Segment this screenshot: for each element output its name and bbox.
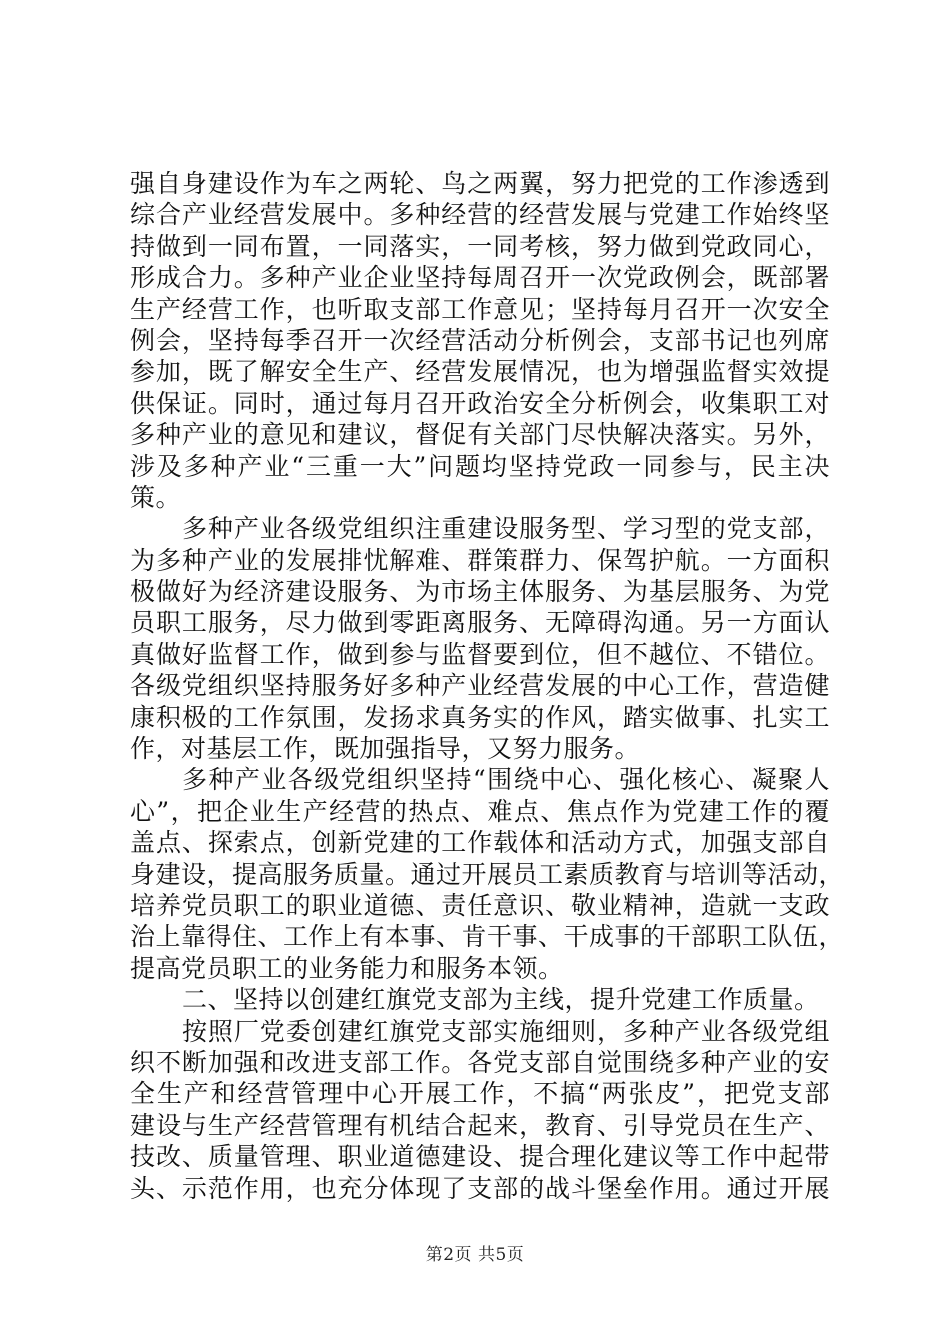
text-line: 多种产业的意见和建议，督促有关部门尽快解决落实。另外， — [130, 420, 830, 450]
text-line: 极做好为经济建设服务、为市场主体服务、为基层服务、为党 — [130, 577, 830, 607]
text-line: 生产经营工作，也听取支部工作意见；坚持每月召开一次安全 — [130, 294, 830, 324]
text-line: 二、坚持以创建红旗党支部为主线，提升党建工作质量。 — [182, 985, 820, 1015]
text-line: 真做好监督工作，做到参与监督要到位，但不越位、不错位。 — [130, 639, 830, 669]
text-line: 织不断加强和改进支部工作。各党支部自觉围绕多种产业的安 — [130, 1047, 830, 1077]
text-line: 治上靠得住、工作上有本事、肯干事、干成事的干部职工队伍， — [130, 922, 845, 952]
text-line: 供保证。同时，通过每月召开政治安全分析例会，收集职工对 — [130, 388, 830, 418]
text-line: 培养党员职工的职业道德、责任意识、敬业精神，造就一支政 — [130, 890, 830, 920]
text-line: 建设与生产经营管理有机结合起来，教育、引导党员在生产、 — [130, 1110, 830, 1140]
text-line: 康积极的工作氛围，发扬求真务实的作风，踏实做事、扎实工 — [130, 702, 830, 732]
text-line: 形成合力。多种产业企业坚持每周召开一次党政例会，既部署 — [130, 263, 830, 293]
text-line: 为多种产业的发展排忧解难、群策群力、保驾护航。一方面积 — [130, 545, 830, 575]
text-line: 全生产和经营管理中心开展工作，不搞“两张皮”，把党支部 — [130, 1079, 830, 1109]
text-line: 强自身建设作为车之两轮、鸟之两翼，努力把党的工作渗透到 — [130, 169, 830, 198]
text-line: 例会，坚持每季召开一次经营活动分析例会，支部书记也列席 — [130, 325, 830, 355]
text-line: 员职工服务，尽力做到零距离服务、无障碍沟通。另一方面认 — [130, 608, 830, 638]
text-line: 提高党员职工的业务能力和服务本领。 — [130, 953, 564, 983]
text-line: 各级党组织坚持服务好多种产业经营发展的中心工作，营造健 — [130, 671, 830, 701]
text-line: 作，对基层工作，既加强指导，又努力服务。 — [130, 734, 641, 764]
text-line: 盖点、探索点，创新党建的工作载体和活动方式，加强支部自 — [130, 828, 830, 858]
text-line: 头、示范作用，也充分体现了支部的战斗堡垒作用。通过开展 — [130, 1173, 830, 1203]
text-line: 技改、质量管理、职业道德建设、提合理化建议等工作中起带 — [130, 1142, 830, 1172]
text-line: 策。 — [130, 482, 182, 512]
text-line: 参加，既了解安全生产、经营发展情况，也为增强监督实效提 — [130, 357, 830, 387]
text-line: 心”，把企业生产经营的热点、难点、焦点作为党建工作的覆 — [130, 796, 830, 826]
text-line: 涉及多种产业“三重一大”问题均坚持党政一同参与，民主决 — [130, 451, 830, 481]
text-line: 多种产业各级党组织注重建设服务型、学习型的党支部， — [182, 514, 830, 544]
text-line: 持做到一同布置，一同落实，一同考核，努力做到党政同心， — [130, 231, 830, 261]
text-line: 按照厂党委创建红旗党支部实施细则，多种产业各级党组 — [182, 1016, 830, 1046]
page-number-footer: 第2页 共5页 — [425, 1245, 525, 1265]
text-line: 多种产业各级党组织坚持“围绕中心、强化核心、凝聚人 — [182, 765, 830, 795]
body-text — [130, 168, 845, 1204]
text-line: 综合产业经营发展中。多种经营的经营发展与党建工作始终坚 — [130, 200, 830, 230]
text-line: 身建设，提高服务质量。通过开展员工素质教育与培训等活动， — [130, 859, 845, 889]
